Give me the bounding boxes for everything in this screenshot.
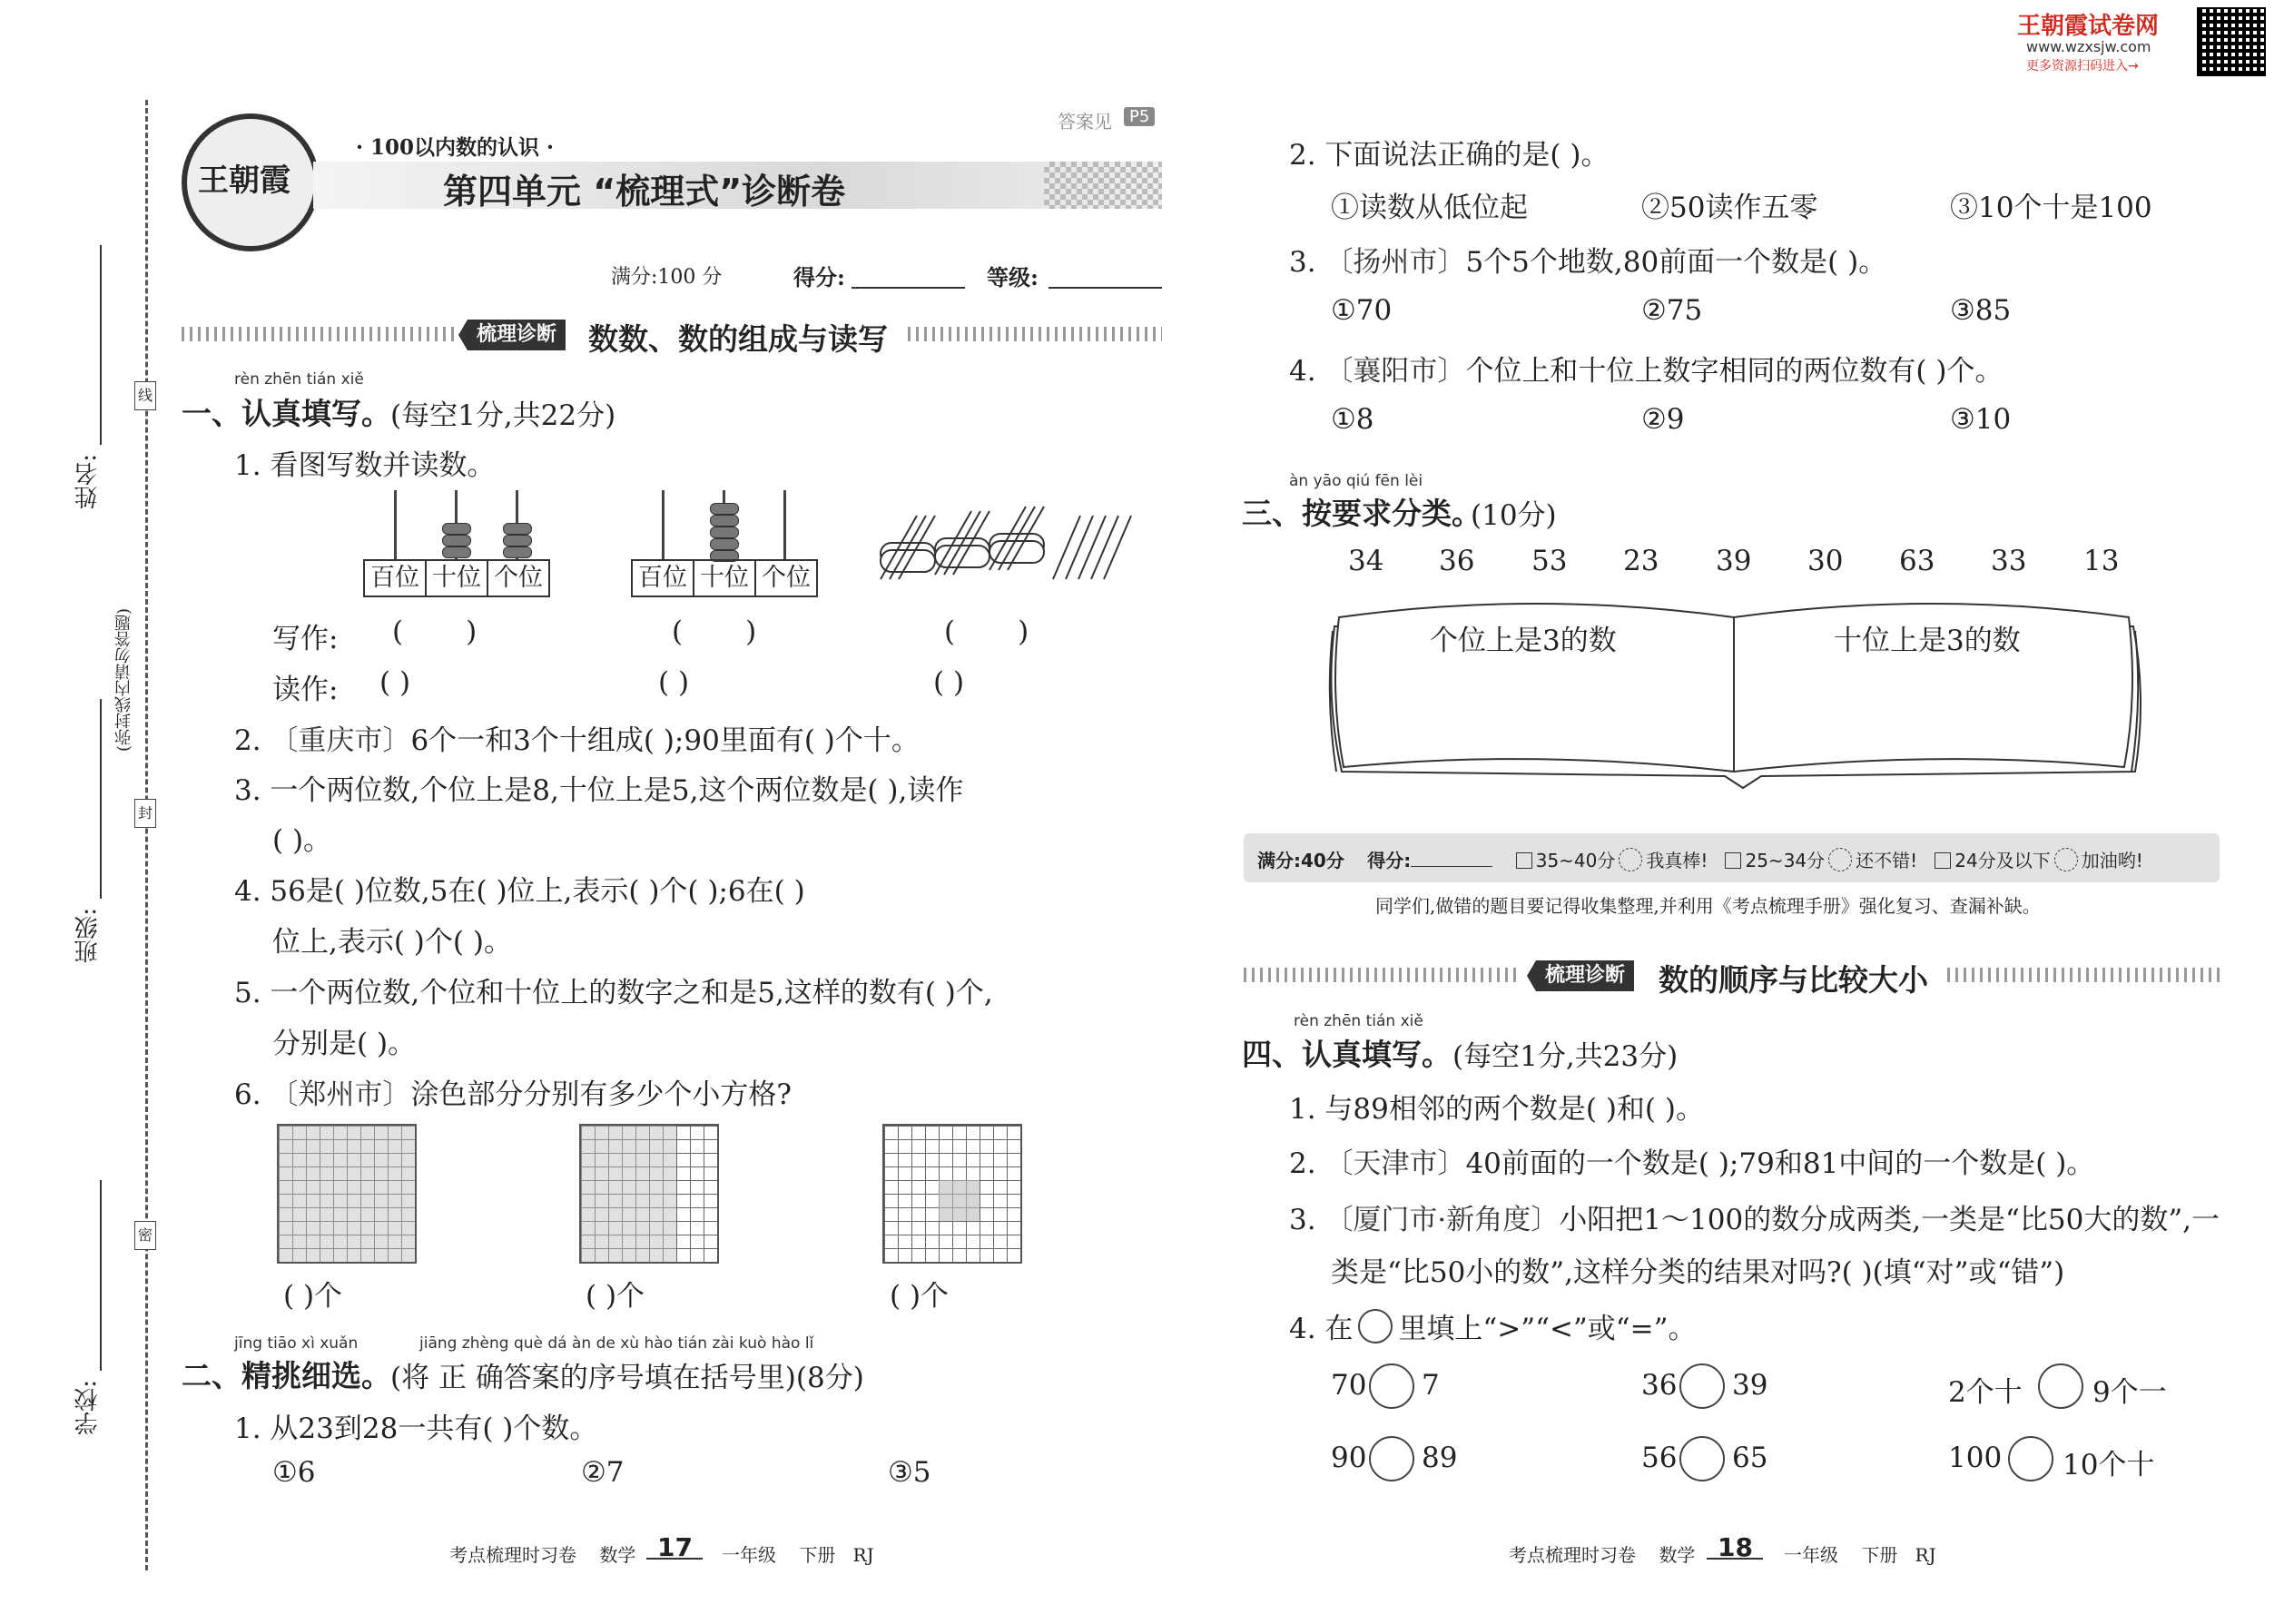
footer-right-subject: 数学 [1659,1544,1696,1566]
abacus-label-hundreds: 百位 [365,561,427,595]
p2q1-option-2[interactable]: ②7 [581,1456,625,1489]
binding-dashed-line [145,100,148,1570]
abacus2-label-tens: 十位 [694,561,756,595]
seal-char-mi: 密 [134,1221,156,1250]
part4-pinyin: rèn zhēn tián xiě [1294,1012,1423,1030]
neutral-face-icon [1828,848,1852,871]
num-34: 34 [1348,545,1384,577]
part1-note: (每空1分,共22分) [390,399,616,432]
p2q2-option-3[interactable]: ③10个十是100 [1950,192,2152,224]
brand-slogan: 更多资源扫码进入→ [2026,59,2139,74]
q3-line2: ( )。 [272,824,332,857]
p2q2-text: 2. 下面说法正确的是( )。 [1289,139,1610,172]
section2-tag: 梳理诊断 [1536,960,1634,991]
review-tip: 同学们,做错的题目要记得收集整理,并利用《考点梳理手册》强化复习、查漏补缺。 [1375,895,2041,917]
read-label: 读作: [272,674,339,706]
part2-pinyin-1: jīng tiāo xì xuǎn [234,1334,359,1353]
p2q4-city: 〔襄阳市〕 [1324,355,1466,388]
level3-checkbox[interactable] [1935,852,1951,869]
q1-write-blank-2[interactable]: ( ) [672,615,757,648]
section2-title: 数的顺序与比较大小 [1659,962,1928,998]
part4-heading: 四、认真填写。 [1242,1037,1452,1072]
p2q3-option-2[interactable]: ②75 [1641,294,1703,327]
abacus-label-tens: 十位 [427,561,488,595]
school-label: 学校: [74,1380,102,1435]
p2q3-option-1[interactable]: ①70 [1331,294,1393,327]
abacus2-label-ones: 个位 [762,564,811,592]
p4q3-line1: 3. 〔厦门市·新角度〕小阳把1～100的数分成两类,一类是“比50大的数”,一 [1289,1204,2220,1236]
footer-left [449,1540,635,1567]
part4-note: (每空1分,共23分) [1452,1040,1679,1073]
class-line[interactable] [100,699,102,899]
binding-notice: (弥封线内请勿答题) [114,608,133,753]
p2q3-text: 5个5个地数,80前面一个数是( )。 [1465,246,1887,279]
num-63: 63 [1899,545,1935,577]
p4q2: 2. 〔天津市〕40前面的一个数是( );79和81中间的一个数是( )。 [1289,1147,2095,1180]
seal-char-xian: 线 [134,381,156,410]
num-33: 33 [1991,545,2027,577]
part1-pinyin: rèn zhēn tián xiě [234,370,364,389]
p2q3-city: 〔扬州市〕 [1324,246,1466,279]
class-label: 班级: [74,908,102,963]
num-39: 39 [1716,545,1752,577]
footer-right-grade: 一年级 下册 RJ [1784,1544,1936,1566]
brand-url[interactable]: www.wzxsjw.com [2026,38,2151,55]
q4-line1: 4. 56是( )位数,5在( )位上,表示( )个( );6在( ) [234,875,805,908]
q2: 2. 〔重庆市〕6个一和3个十组成( );90里面有( )个十。 [234,724,920,757]
grid-2-answer[interactable]: ( )个 [586,1280,645,1313]
sample-circle-icon [1358,1309,1393,1343]
footer-left-series: 考点梳理时习卷 [449,1544,576,1566]
q6-text: 涂色部分分别有多少个小方格? [410,1078,793,1111]
book-right-answer-area[interactable] [1743,663,2106,763]
page-title: 第四单元 “梳理式”诊断卷 [443,172,846,212]
q5-line1: 5. 一个两位数,个位和十位上的数字之和是5,这样的数有( )个, [234,977,993,1009]
self-assessment-content [1257,846,2143,872]
cmp3-circle[interactable] [2038,1363,2083,1409]
section1-banner [182,320,1162,357]
cmp5-circle[interactable] [1679,1436,1725,1481]
q1-write-blank-3[interactable]: ( ) [944,615,1029,648]
q1-text: 1. 看图写数并读数。 [234,449,496,482]
p4q2-city: 〔天津市〕 [1324,1147,1466,1180]
num-23: 23 [1623,545,1659,577]
part1-heading: 一、认真填写。 [182,396,391,431]
part-score-blank[interactable] [1411,866,1492,867]
book-left-label: 个位上是3的数 [1430,625,1617,657]
name-line[interactable] [100,245,102,445]
p2q1-option-3[interactable]: ③5 [888,1456,931,1489]
answers-page-badge[interactable]: P5 [1124,107,1155,126]
level1-text: 我真棒! [1646,850,1708,871]
p2q4: 4. 〔襄阳市〕个位上和十位上数字相同的两位数有( )个。 [1289,355,2004,388]
smile-face-icon [1619,848,1642,871]
grid-1-answer[interactable]: ( )个 [283,1280,343,1313]
cmp2-right: 39 [1732,1369,1768,1402]
p2q3-option-3[interactable]: ③85 [1950,294,2012,327]
cmp6-circle[interactable] [2008,1436,2053,1481]
page-bracket-right [1707,1558,1763,1560]
level2-range: 25~34分 [1745,850,1826,871]
part3-pinyin: àn yāo qiú fēn lèi [1289,472,1423,490]
level1-range: 35~40分 [1535,850,1616,871]
part2-pinyin-2: jiāng zhèng què dá àn de xù hào tián zài kuò hào lǐ [419,1334,814,1353]
q1-read-blank-1[interactable]: ( ) [379,666,411,699]
cmp4-circle[interactable] [1369,1436,1414,1481]
q2-text: 6个一和3个十组成( );90里面有( )个十。 [410,724,920,757]
cmp6-right: 10个十 [2063,1449,2155,1481]
cmp1-circle[interactable] [1369,1363,1414,1409]
unit-topic: · 100以内数的认识 · [356,135,555,160]
p2q1-text: 1. 从23到28一共有( )个数。 [234,1412,598,1445]
p4q4 [1289,1305,1696,1346]
level3-range: 24分及以下 [1954,850,2051,871]
p2q3: 3. 〔扬州市〕5个5个地数,80前面一个数是( )。 [1289,246,1887,279]
cmp4-right: 89 [1422,1442,1458,1474]
q3-line1: 3. 一个两位数,个位上是8,十位上是5,这个两位数是( ),读作 [234,774,964,807]
part3-heading: 三、按要求分类。 [1242,496,1482,531]
section2-banner [1244,960,2220,998]
section1-tag: 梳理诊断 [468,320,566,350]
p2q4-text: 个位上和十位上数字相同的两位数有( )个。 [1465,355,2004,388]
p2q4-option-3[interactable]: ③10 [1950,403,2012,436]
name-label: 姓名: [74,454,102,509]
counting-sticks-image [871,497,1144,588]
level2-checkbox[interactable] [1725,852,1741,869]
p4q4-post: 里填上“>”“<”或“=”。 [1398,1313,1697,1345]
part3-note: (10分) [1471,499,1557,532]
q5-line2: 分别是( )。 [272,1028,417,1060]
p4q4-pre: 4. 在 [1289,1313,1354,1345]
cmp1-left: 70 [1331,1369,1367,1402]
page-number-right: 18 [1718,1532,1753,1562]
part-full-score: 满分:40分 [1257,850,1344,871]
num-13: 13 [2083,545,2120,577]
level2-text: 还不错! [1856,850,1918,871]
q2-city: 〔重庆市〕 [270,724,411,757]
grade-label: 等级: [987,264,1039,290]
q1-write-blank-1[interactable]: ( ) [392,615,478,648]
num-53: 53 [1531,545,1568,577]
book-left-answer-area[interactable] [1353,663,1716,763]
part2-note: (将 正 确答案的序号填在括号里)(8分) [390,1362,864,1394]
page-number-left: 17 [657,1532,693,1562]
score-blank[interactable] [852,287,965,289]
cmp5-right: 65 [1732,1442,1768,1474]
part2-heading: 二、精挑细选。 [182,1358,391,1393]
cmp1-right: 7 [1422,1369,1440,1402]
q6: 6. 〔郑州市〕涂色部分分别有多少个小方格? [234,1078,793,1111]
q4-line2: 位上,表示( )个( )。 [272,926,512,959]
page-bracket-left [646,1558,703,1560]
abacus-label-ones: 个位 [494,564,543,592]
section1-title: 数数、数的组成与读写 [588,321,888,357]
p4q3-line2: 类是“比50小的数”,这样分类的结果对吗?( )(填“对”或“错”) [1331,1256,2065,1289]
q6-city: 〔郑州市〕 [270,1078,411,1111]
p2q2-option-1[interactable]: ①读数从低位起 [1331,192,1528,224]
num-30: 30 [1807,545,1844,577]
cmp2-circle[interactable] [1679,1363,1725,1409]
level3-text: 加油哟! [2081,850,2143,871]
p4q3-city: 〔厦门市·新角度〕 [1324,1204,1560,1236]
cmp5-left: 56 [1641,1442,1678,1474]
header-checker [1044,162,1162,209]
school-line[interactable] [100,1180,102,1371]
full-score: 满分:100 分 [611,266,723,289]
write-label: 写作: [272,623,339,655]
cmp2-left: 36 [1641,1369,1678,1402]
answers-label: 答案见 [1058,111,1112,133]
grid-3-answer[interactable]: ( )个 [890,1280,950,1313]
cmp4-left: 90 [1331,1442,1367,1474]
grid-1 [277,1124,417,1264]
p4q2-text: 40前面的一个数是( );79和81中间的一个数是( )。 [1465,1147,2095,1180]
abacus-2 [631,490,822,590]
p2q4-option-1[interactable]: ①8 [1331,403,1374,436]
p2q2-option-2[interactable]: ②50读作五零 [1641,192,1818,224]
footer-right [1509,1540,1695,1567]
footer-left-grade: 一年级 下册 RJ [722,1544,874,1566]
num-36: 36 [1439,545,1475,577]
brand-name: 王朝霞试卷网 [2017,13,2160,40]
q1-read-blank-3[interactable]: ( ) [933,666,965,699]
seal-char-feng: 封 [134,799,156,828]
grid-3 [882,1124,1022,1264]
cheer-face-icon [2054,848,2078,871]
level1-checkbox[interactable] [1516,852,1532,869]
footer-right-series: 考点梳理时习卷 [1509,1544,1636,1566]
abacus2-label-hundreds: 百位 [633,561,694,595]
score-label: 得分: [793,264,845,290]
abacus-1 [363,490,554,590]
footer-left-subject: 数学 [599,1544,636,1566]
p4q1-text: 1. 与89相邻的两个数是( )和( )。 [1289,1093,1704,1126]
qr-code-icon[interactable] [2197,7,2266,76]
cmp3-right: 9个一 [2092,1376,2167,1409]
q1-read-blank-2[interactable]: ( ) [658,666,690,699]
p4q3-text-1: 小阳把1～100的数分成两类,一类是“比50大的数”,一 [1559,1204,2220,1236]
logo-text: 王朝霞 [198,162,290,199]
cmp3-left: 2个十 [1948,1376,2023,1409]
cmp6-left: 100 [1948,1442,2003,1474]
book-right-label: 十位上是3的数 [1834,625,2021,657]
p2q1-option-1[interactable]: ①6 [272,1456,316,1489]
part-score-label: 得分: [1367,850,1412,871]
grade-blank[interactable] [1049,287,1162,289]
grid-2 [579,1124,719,1264]
wangchaoxia-logo [182,113,320,251]
p2q4-option-2[interactable]: ②9 [1641,403,1685,436]
